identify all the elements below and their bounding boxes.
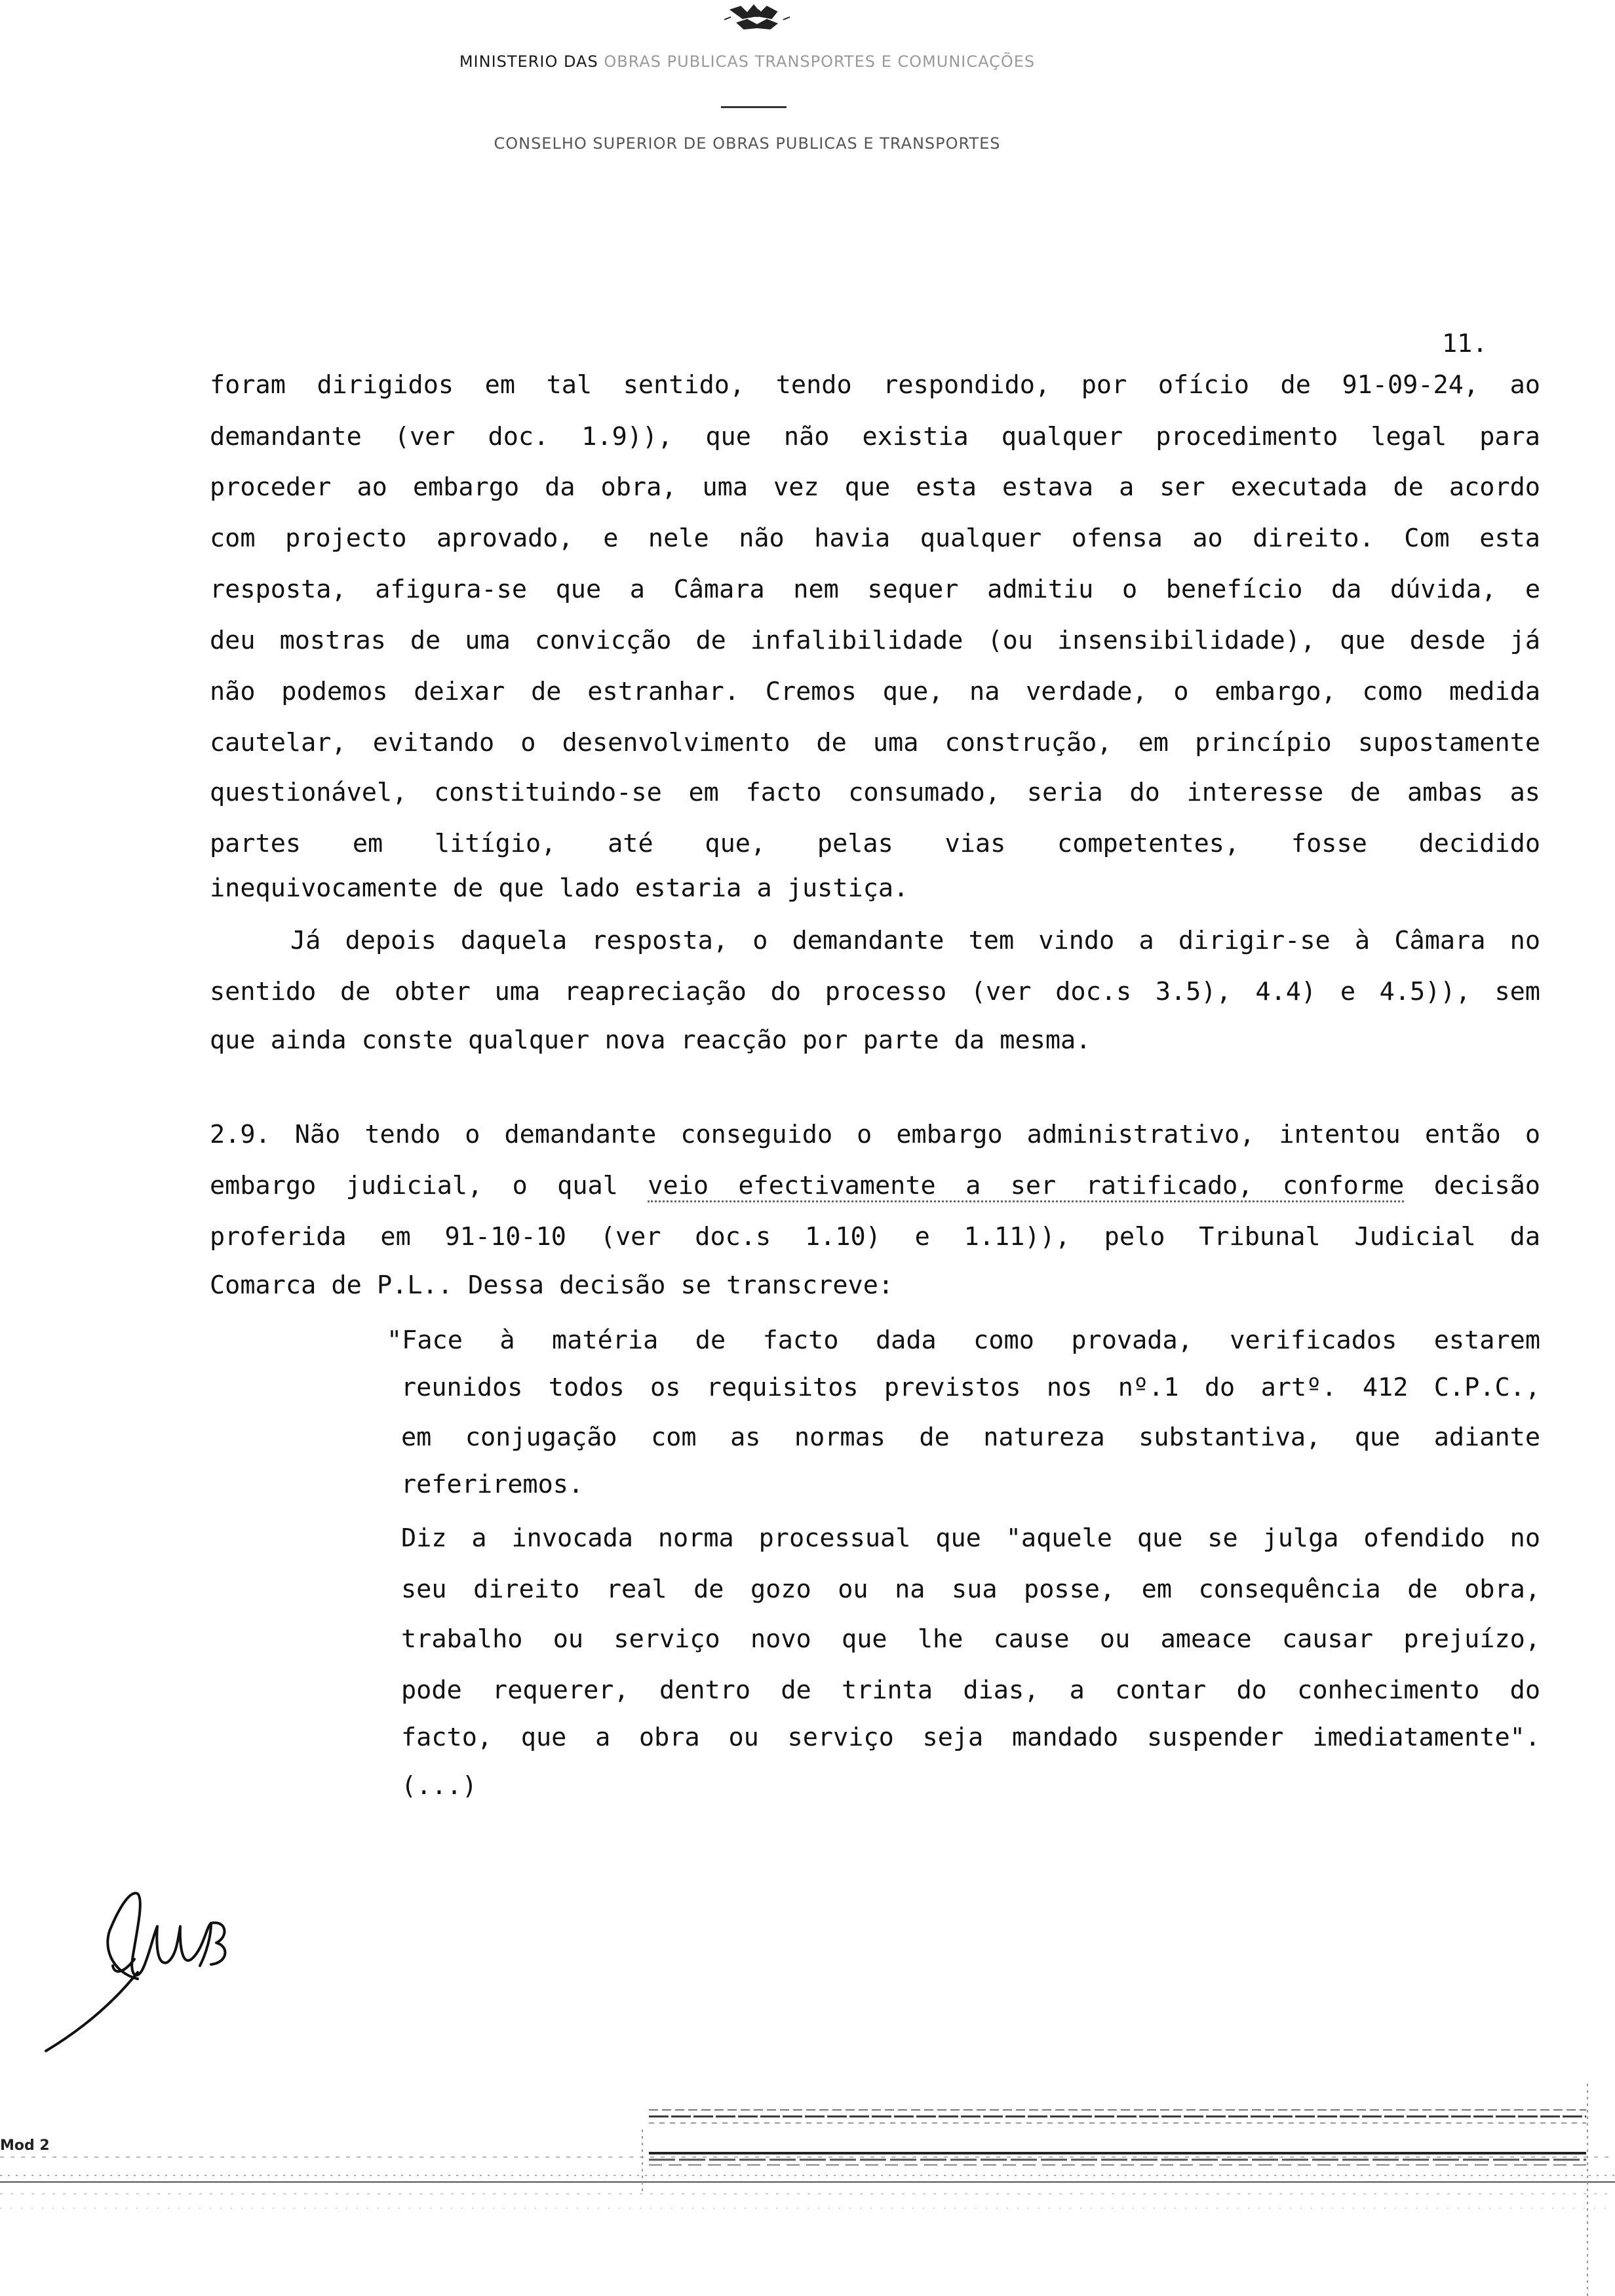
quote-line: reunidos todos os requisitos previstos nos nº.1 do artº. 412 C.P.C., xyxy=(401,1373,1540,1402)
ministry-prefix: MINISTERIO DAS xyxy=(459,52,598,71)
paragraph-line: proceder ao embargo da obra, uma vez que esta estava a ser executada de acordo xyxy=(210,472,1540,502)
form-model-label: Mod 2 xyxy=(0,2137,50,2154)
council-header: CONSELHO SUPERIOR DE OBRAS PUBLICAS E TRANSPORTES xyxy=(494,134,1001,153)
paragraph-line: demandante (ver doc. 1.9)), que não existia qualquer procedimento legal para xyxy=(210,422,1540,451)
ministry-name-faded: OBRAS PUBLICAS TRANSPORTES E COMUNICAÇÕES xyxy=(604,52,1036,71)
paragraph-line: partes em litígio, até que, pelas vias competentes, fosse decidido xyxy=(210,829,1540,858)
quote-line: Diz a invocada norma processual que "aquele que se julga ofendido no xyxy=(401,1523,1540,1553)
paragraph-line: com projecto aprovado, e nele não havia qualquer ofensa ao direito. Com esta xyxy=(210,524,1540,553)
paragraph-line: não podemos deixar de estranhar. Cremos que, na verdade, o embargo, como medida xyxy=(210,677,1540,706)
coat-of-arms-emblem xyxy=(711,0,803,46)
quote-line: "Face à matéria de facto dada como provada, verificados estarem xyxy=(387,1326,1540,1355)
page-number: 11. xyxy=(1442,329,1488,358)
quote-line: seu direito real de gozo ou na sua posse, em consequência de obra, xyxy=(401,1575,1540,1604)
paragraph-line: deu mostras de uma convicção de infalibilidade (ou insensibilidade), que desde já xyxy=(210,626,1540,655)
paragraph-line: inequivocamente de que lado estaria a justiça. xyxy=(210,873,909,903)
paragraph-line: foram dirigidos em tal sentido, tendo respondido, por ofício de 91-09-24, ao xyxy=(210,370,1540,400)
paragraph-line: cautelar, evitando o desenvolvimento de uma construção, em princípio supostamente xyxy=(210,728,1540,757)
quote-line: (...) xyxy=(401,1771,477,1801)
scanner-noise-artifacts xyxy=(0,2084,1615,2296)
quote-line: facto, que a obra ou serviço seja mandado suspender imediatamente". xyxy=(401,1723,1540,1752)
header-rule xyxy=(721,106,787,108)
handwritten-signature xyxy=(39,1874,236,2057)
quote-line: em conjugação com as normas de natureza substantiva, que adiante xyxy=(401,1423,1540,1452)
paragraph-line: Já depois daquela resposta, o demandante tem vindo a dirigir-se à Câmara no xyxy=(290,926,1540,955)
quote-line: pode requerer, dentro de trinta dias, a contar do conhecimento do xyxy=(401,1675,1540,1705)
text-segment: embargo judicial, o qual xyxy=(210,1171,648,1200)
underlined-text-segment: veio efectivamente a ser ratificado, conforme xyxy=(648,1171,1404,1202)
section-2-9-line xyxy=(210,1166,1540,1206)
section-2-9-line: Comarca de P.L.. Dessa decisão se transcreve: xyxy=(210,1271,894,1300)
section-2-9-heading-line: 2.9. Não tendo o demandante conseguido o embargo administrativo, intentou então o xyxy=(210,1120,1540,1149)
quote-line: trabalho ou serviço novo que lhe cause ou ameace causar prejuízo, xyxy=(401,1624,1540,1654)
paragraph-line: resposta, afigura-se que a Câmara nem sequer admitiu o benefício da dúvida, e xyxy=(210,575,1540,604)
ministry-header xyxy=(262,52,1232,71)
paragraph-line: que ainda conste qualquer nova reacção por parte da mesma. xyxy=(210,1025,1091,1055)
paragraph-line: sentido de obter uma reapreciação do processo (ver doc.s 3.5), 4.4) e 4.5)), sem xyxy=(210,977,1540,1006)
paragraph-line: questionável, constituindo-se em facto consumado, seria do interesse de ambas as xyxy=(210,778,1540,807)
quote-line: referiremos. xyxy=(401,1470,584,1499)
text-segment: decisão xyxy=(1404,1171,1540,1200)
section-2-9-line: proferida em 91-10-10 (ver doc.s 1.10) e 1.11)), pelo Tribunal Judicial da xyxy=(210,1222,1540,1252)
